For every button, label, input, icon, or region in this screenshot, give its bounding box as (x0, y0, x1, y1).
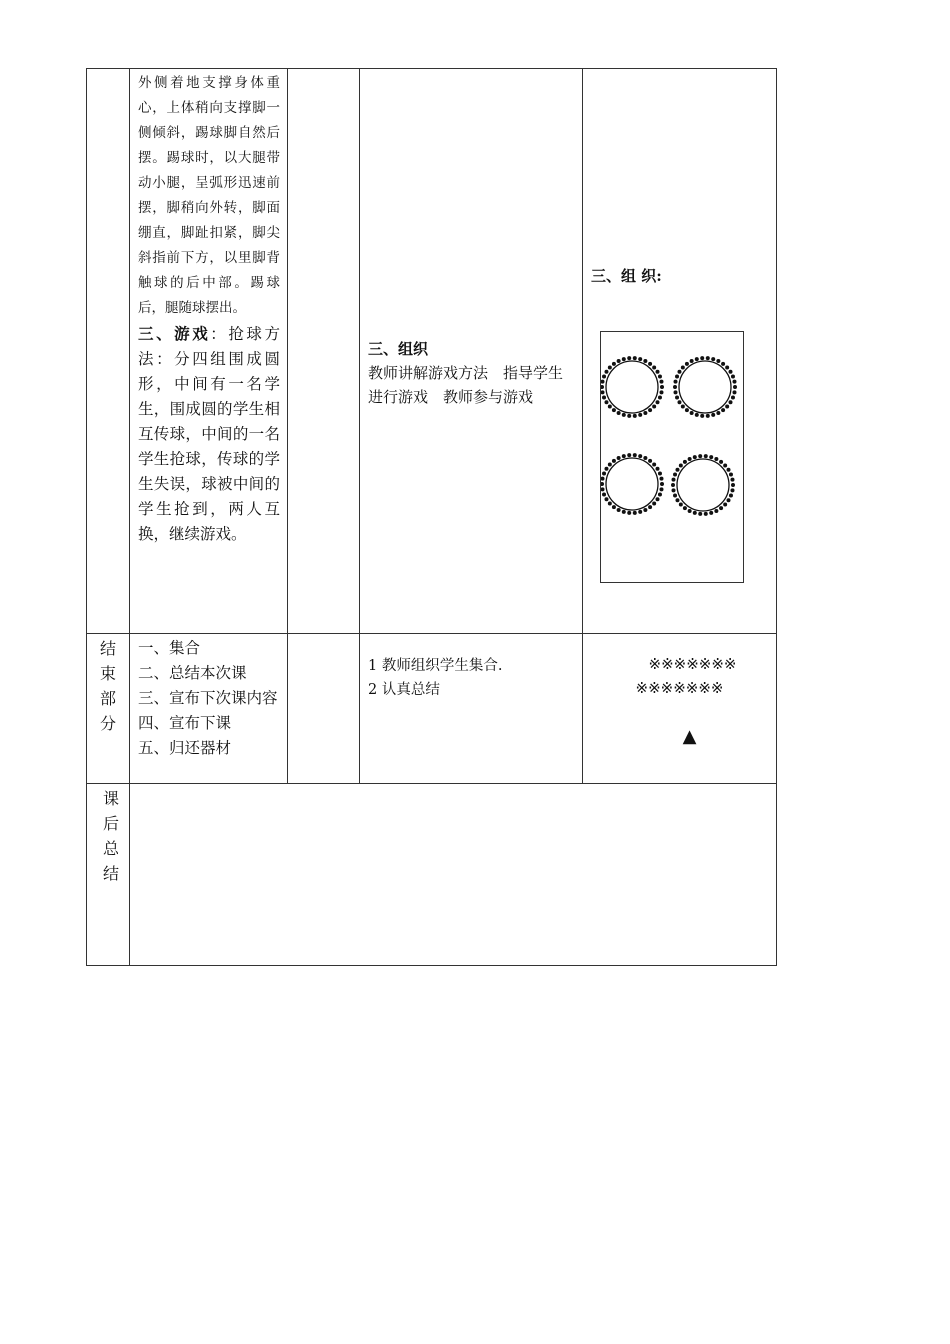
student-dot (673, 385, 677, 389)
game-text: ：抢球方法：分四组围成圆形，中间有一名学生，围成圆的学生相互传球，中间的一名学生抢球，传球的学生失误，球被中间的学生抢到，两人互换，继续游戏。 (138, 325, 280, 543)
student-dot (693, 511, 697, 515)
student-dot (704, 454, 708, 458)
student-dot (672, 478, 676, 482)
student-dot (729, 473, 733, 477)
organization-method-cell (360, 69, 583, 634)
student-dot (729, 370, 733, 374)
student-dot (733, 385, 737, 389)
ending-items-list (130, 634, 287, 761)
kick-technique-text: 外侧着地支撑身体重心，上体稍向支撑脚一侧倾斜，踢球脚自然后摆。踢球时，以大腿带动小腿，呈弧形迅速前摆，脚稍向外转，脚面绷直，脚趾扣紧，脚尖斜指前下方，以里脚背触球的后中部。踢球后，腿随球摆出。 (138, 75, 280, 316)
diagram-frame (600, 331, 744, 583)
student-dot (643, 456, 647, 460)
student-dot (643, 359, 647, 363)
formation-row-1: ※※※※※※※ (648, 655, 737, 673)
student-dot (602, 492, 606, 496)
student-dot (627, 356, 631, 360)
student-dot (652, 365, 656, 369)
student-circle-group (673, 356, 737, 418)
student-dot (725, 365, 729, 369)
ending-time-cell (288, 634, 360, 784)
student-dot (601, 487, 605, 491)
student-dot (675, 498, 679, 502)
teaching-content-cell (130, 69, 288, 634)
student-dot (604, 467, 608, 471)
student-dot (652, 405, 656, 409)
student-dot (604, 497, 608, 501)
student-dot (727, 498, 731, 502)
student-dot (671, 483, 675, 487)
list-item: 五、归还器材 (138, 739, 232, 757)
circle-outline (606, 458, 658, 510)
student-dot (638, 510, 642, 514)
student-dot (725, 405, 729, 409)
student-dot (601, 477, 605, 481)
student-dot (652, 502, 656, 506)
student-dot (627, 511, 631, 515)
student-dot (721, 362, 725, 366)
student-dot (729, 493, 733, 497)
student-dot (656, 400, 660, 404)
student-dot (658, 492, 662, 496)
student-dot (608, 365, 612, 369)
student-dot (617, 456, 621, 460)
student-dot (602, 395, 606, 399)
student-dot (690, 411, 694, 415)
student-dot (674, 390, 678, 394)
student-dot (659, 477, 663, 481)
student-dot (622, 510, 626, 514)
ending-row (87, 634, 777, 784)
student-dot (675, 375, 679, 379)
student-dot (648, 408, 652, 412)
student-dot (601, 380, 605, 384)
game-description (130, 321, 287, 547)
student-dot (627, 414, 631, 418)
student-circle-group (601, 356, 664, 418)
student-dot (608, 502, 612, 506)
student-circles-diagram (601, 332, 743, 582)
student-dot (608, 405, 612, 409)
student-dot (729, 400, 733, 404)
student-dot (716, 359, 720, 363)
list-item: 三、宣布下次课内容 (138, 689, 278, 707)
student-dot (731, 395, 735, 399)
formation-row-2: ※※※※※※※ (635, 679, 724, 697)
student-dot (706, 356, 710, 360)
student-dot (716, 411, 720, 415)
circle-outline (677, 459, 729, 511)
student-dot (675, 468, 679, 472)
student-dot (638, 454, 642, 458)
student-dot (660, 482, 664, 486)
student-dot (688, 457, 692, 461)
student-dot (601, 390, 605, 394)
ending-content-cell (130, 634, 288, 784)
student-dot (638, 413, 642, 417)
student-circle-group (601, 453, 664, 515)
student-dot (714, 509, 718, 513)
student-dot (656, 467, 660, 471)
student-dot (622, 413, 626, 417)
student-dot (711, 357, 715, 361)
student-dot (643, 508, 647, 512)
student-dot (633, 414, 637, 418)
student-dot (602, 472, 606, 476)
student-dot (673, 473, 677, 477)
student-dot (679, 463, 683, 467)
time-cell (288, 69, 360, 634)
student-dot (602, 375, 606, 379)
organization-diagram-cell (583, 69, 777, 634)
student-dot (679, 503, 683, 507)
student-dot (711, 413, 715, 417)
student-dot (659, 487, 663, 491)
student-dot (658, 395, 662, 399)
student-dot (608, 462, 612, 466)
student-dot (731, 483, 735, 487)
ending-org-line-1: 1 教师组织学生集合. (368, 658, 503, 674)
student-dot (612, 362, 616, 366)
student-dot (719, 460, 723, 464)
student-dot (719, 506, 723, 510)
summary-content-cell (130, 784, 777, 966)
student-dot (677, 370, 681, 374)
ending-org-line-2: 2 认真总结 (368, 682, 440, 698)
student-dot (723, 503, 727, 507)
student-dot (617, 359, 621, 363)
student-dot (704, 512, 708, 516)
student-dot (658, 472, 662, 476)
student-dot (677, 400, 681, 404)
organization-heading: 三、组织 (368, 340, 429, 358)
student-dot (648, 505, 652, 509)
student-dot (656, 497, 660, 501)
teacher-symbol: ▲ (682, 726, 697, 747)
student-dot (675, 395, 679, 399)
student-dot (648, 362, 652, 366)
student-dot (673, 493, 677, 497)
student-dot (652, 462, 656, 466)
summary-label: 课后总结 (103, 789, 120, 883)
ending-org-cell (360, 634, 583, 784)
student-dot (612, 505, 616, 509)
student-dot (617, 411, 621, 415)
student-dot (730, 478, 734, 482)
student-dot (633, 511, 637, 515)
student-dot (714, 457, 718, 461)
student-dot (698, 512, 702, 516)
student-dot (693, 455, 697, 459)
student-dot (732, 380, 736, 384)
student-dot (683, 460, 687, 464)
list-item: 一、集合 (138, 639, 201, 657)
student-dot (638, 357, 642, 361)
lesson-plan-table (86, 68, 777, 966)
student-dot (601, 385, 604, 389)
student-dot (612, 408, 616, 412)
section-label-cell (87, 69, 130, 634)
student-dot (681, 365, 685, 369)
student-dot (617, 508, 621, 512)
student-dot (643, 411, 647, 415)
student-dot (659, 390, 663, 394)
student-dot (700, 356, 704, 360)
student-dot (695, 357, 699, 361)
student-dot (672, 488, 676, 492)
student-dot (656, 370, 660, 374)
student-dot (648, 459, 652, 463)
student-dot (601, 482, 604, 486)
list-item: 四、宣布下课 (138, 714, 232, 732)
list-item: 二、总结本次课 (138, 664, 247, 682)
student-dot (730, 488, 734, 492)
student-dot (723, 463, 727, 467)
student-dot (627, 453, 631, 457)
student-dot (727, 468, 731, 472)
student-dot (685, 408, 689, 412)
student-dot (731, 375, 735, 379)
ending-label: 结束部分 (100, 639, 117, 733)
diagram-title: 三、组 织: (591, 267, 662, 285)
student-dot (633, 453, 637, 457)
student-formation (583, 634, 776, 700)
student-dot (683, 506, 687, 510)
student-dot (633, 356, 637, 360)
student-dot (622, 454, 626, 458)
student-dot (721, 408, 725, 412)
student-dot (700, 414, 704, 418)
student-dot (709, 455, 713, 459)
student-dot (698, 454, 702, 458)
ending-label-cell (87, 634, 130, 784)
student-dot (690, 359, 694, 363)
student-dot (658, 375, 662, 379)
student-dot (660, 385, 664, 389)
student-dot (706, 414, 710, 418)
student-dot (685, 362, 689, 366)
summary-label-cell (87, 784, 130, 966)
student-dot (732, 390, 736, 394)
circle-outline (679, 361, 731, 413)
student-dot (604, 400, 608, 404)
student-dot (612, 459, 616, 463)
content-row (87, 69, 777, 634)
student-circle-group (671, 454, 735, 516)
student-dot (688, 509, 692, 513)
student-dot (659, 380, 663, 384)
student-dot (604, 370, 608, 374)
ending-formation-cell (583, 634, 777, 784)
game-heading: 三、游戏 (138, 324, 211, 343)
circle-outline (606, 361, 658, 413)
student-dot (695, 413, 699, 417)
student-dot (709, 511, 713, 515)
student-dot (674, 380, 678, 384)
organization-text: 教师讲解游戏方法 指导学生进行游戏 教师参与游戏 (368, 364, 564, 406)
student-dot (681, 405, 685, 409)
student-dot (622, 357, 626, 361)
summary-row (87, 784, 777, 966)
